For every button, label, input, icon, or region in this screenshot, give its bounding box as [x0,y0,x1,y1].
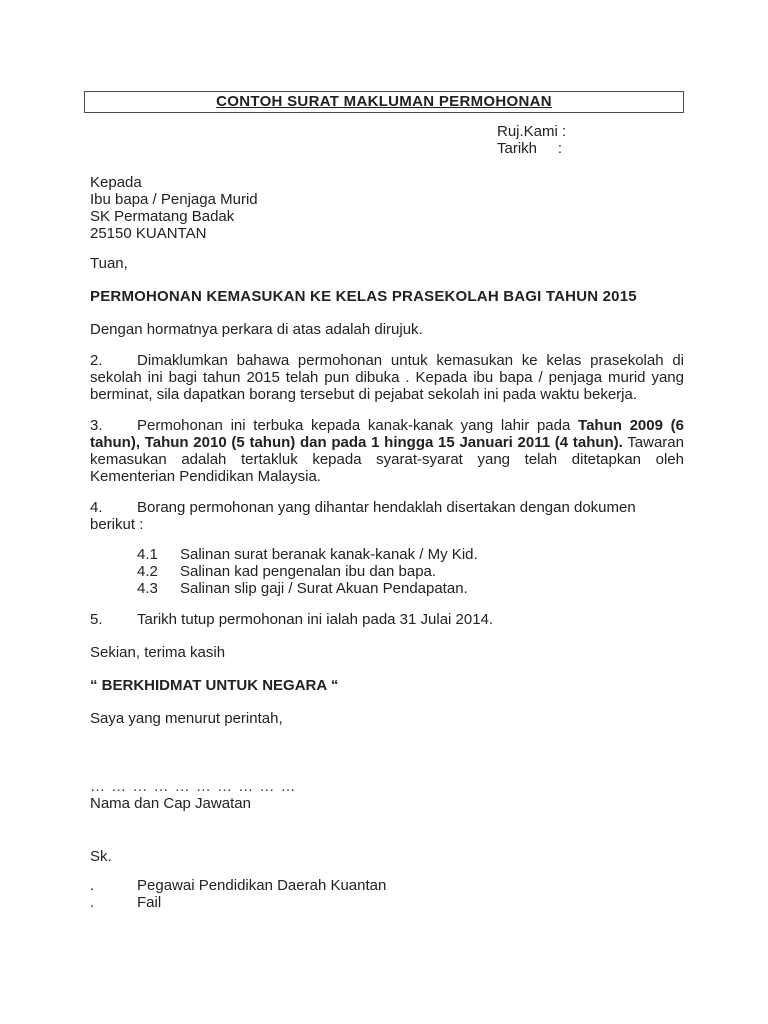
paragraph-number: 2. [90,352,103,369]
cc-item [90,894,684,911]
paragraph-5 [90,611,684,628]
list-item-number: 4.2 [137,563,158,580]
salutation: Tuan, [90,255,128,272]
cc-bullet: . [90,894,95,911]
reference-block [497,123,684,157]
cc-text: Pegawai Pendidikan Daerah Kuantan [137,877,387,894]
list-item-text: Salinan slip gaji / Surat Akuan Pendapatan. [180,580,468,597]
document-list [137,546,684,597]
motto-line: “ BERKHIDMAT UNTUK NEGARA “ [90,677,339,694]
signature-caption: Nama dan Cap Jawatan [90,795,251,812]
closing-thanks: Sekian, terima kasih [90,644,226,661]
ref-number-label: Ruj.Kami : [497,123,567,140]
list-item-number: 4.3 [137,580,158,597]
cc-item [90,877,684,894]
letter-body [90,0,684,911]
cc-bullet: . [90,877,95,894]
list-item [137,563,684,580]
list-item [137,546,684,563]
recipient-line: Kepada [90,174,142,191]
paragraph-text-bold: Tahun 2009 (6 tahun), Tahun 2010 (5 tahun) dan pada 1 hingga 15 Januari 2011 (4 tahun). [90,417,684,451]
recipient-line: SK Permatang Badak [90,208,235,225]
recipient-block [90,174,684,242]
paragraph-number: 5. [90,611,103,628]
paragraph-2 [90,352,684,403]
paragraph-text: Dimaklumkan bahawa permohonan untuk kemasukan ke kelas prasekolah di sekolah ini bagi tahun 2015 telah pun dibuka . Kepada ibu bapa / penjaga murid yang berminat, sila dapatkan borang tersebut di pejabat sekolah ini pada waktu bekerja. [90,352,684,403]
paragraph-number: 3. [90,417,103,434]
cc-text: Fail [137,894,162,911]
paragraph-text: Permohonan ini terbuka kepada kanak-kanak yang lahir pada [137,417,579,434]
intro-paragraph: Dengan hormatnya perkara di atas adalah dirujuk. [90,321,423,338]
list-item-number: 4.1 [137,546,158,563]
paragraph-number: 4. [90,499,103,516]
date-label: Tarikh : [497,140,563,157]
cc-list [90,877,684,911]
document-title: CONTOH SURAT MAKLUMAN PERMOHONAN [216,93,552,110]
paragraph-text: Tawaran kemasukan adalah tertakluk kepada syarat-syarat yang telah ditetapkan oleh Kementerian Pendidikan Malaysia. [90,434,684,485]
paragraph-text: Tarikh tutup permohonan ini ialah pada 31 Julai 2014. [137,611,494,628]
cc-label: Sk. [90,848,112,865]
paragraph-text: Borang permohonan yang dihantar hendaklah disertakan dengan dokumen berikut : [90,499,636,533]
list-item-text: Salinan surat beranak kanak-kanak / My Kid. [180,546,478,563]
paragraph-4 [90,499,684,533]
signature-dotted-line: … … … … … … … … … … [90,778,297,795]
title-box [84,91,684,113]
recipient-line: Ibu bapa / Penjaga Murid [90,191,258,208]
list-item [137,580,684,597]
paragraph-3 [90,417,684,485]
sign-off: Saya yang menurut perintah, [90,710,283,727]
recipient-line: 25150 KUANTAN [90,225,207,242]
list-item-text: Salinan kad pengenalan ibu dan bapa. [180,563,437,580]
subject-line: PERMOHONAN KEMASUKAN KE KELAS PRASEKOLAH BAGI TAHUN 2015 [90,288,637,305]
